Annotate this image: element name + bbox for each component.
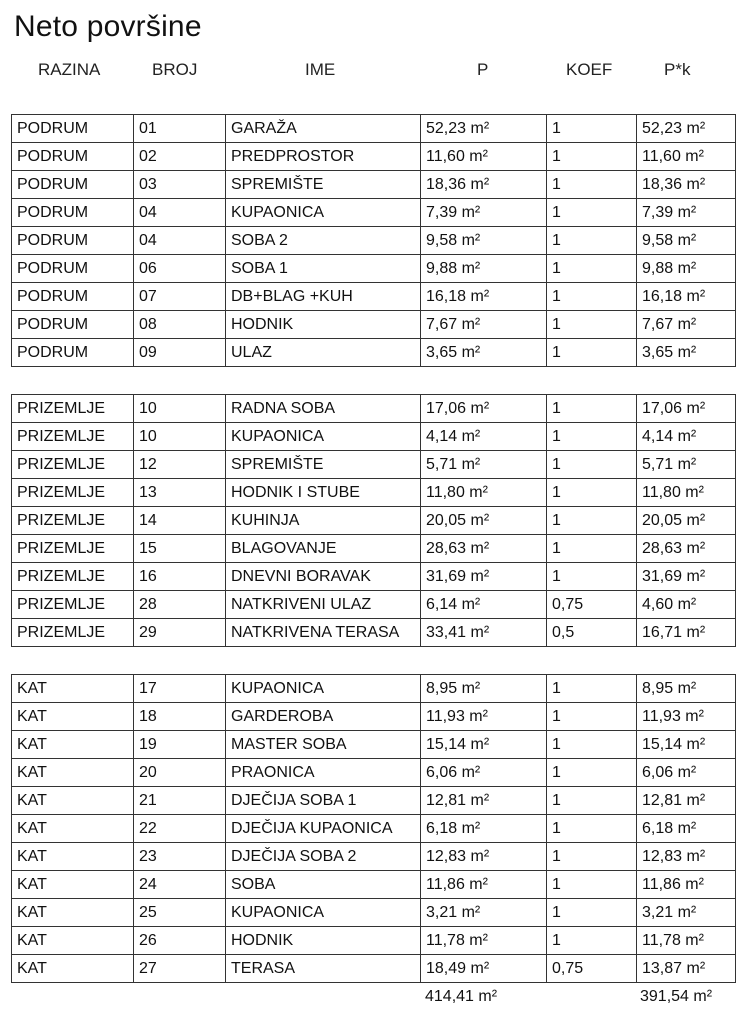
broj-cell: 20 (134, 759, 226, 787)
koef-cell: 1 (547, 563, 637, 591)
ime-cell: SPREMIŠTE (226, 171, 421, 199)
p-cell: 3,65 m² (421, 339, 547, 367)
razina-cell: PODRUM (12, 227, 134, 255)
p-cell: 16,18 m² (421, 283, 547, 311)
table-row (12, 199, 736, 227)
razina-cell: KAT (12, 871, 134, 899)
p-cell: 11,60 m² (421, 143, 547, 171)
broj-cell: 04 (134, 199, 226, 227)
ime-cell: HODNIK (226, 927, 421, 955)
pk-cell: 8,95 m² (637, 675, 736, 703)
broj-cell: 12 (134, 451, 226, 479)
ime-cell: SOBA (226, 871, 421, 899)
koef-cell: 0,5 (547, 619, 637, 647)
p-cell: 9,58 m² (421, 227, 547, 255)
p-cell: 3,21 m² (421, 899, 547, 927)
broj-cell: 23 (134, 843, 226, 871)
pk-cell: 16,18 m² (637, 283, 736, 311)
table-row (12, 871, 736, 899)
broj-cell: 02 (134, 143, 226, 171)
ime-cell: TERASA (226, 955, 421, 983)
pk-cell: 7,39 m² (637, 199, 736, 227)
koef-cell: 1 (547, 507, 637, 535)
razina-cell: PRIZEMLJE (12, 451, 134, 479)
ime-cell: GARAŽA (226, 115, 421, 143)
pk-cell: 28,63 m² (637, 535, 736, 563)
p-cell: 31,69 m² (421, 563, 547, 591)
razina-cell: PODRUM (12, 171, 134, 199)
p-cell: 6,14 m² (421, 591, 547, 619)
total-p: 414,41 m² (425, 988, 498, 1005)
ime-cell: SPREMIŠTE (226, 451, 421, 479)
broj-cell: 22 (134, 815, 226, 843)
table-row (12, 619, 736, 647)
p-cell: 12,83 m² (421, 843, 547, 871)
pk-cell: 5,71 m² (637, 451, 736, 479)
broj-cell: 25 (134, 899, 226, 927)
pk-cell: 9,58 m² (637, 227, 736, 255)
razina-cell: KAT (12, 899, 134, 927)
p-cell: 15,14 m² (421, 731, 547, 759)
p-cell: 11,78 m² (421, 927, 547, 955)
pk-cell: 17,06 m² (637, 395, 736, 423)
table-row (12, 591, 736, 619)
table-row (12, 535, 736, 563)
pk-cell: 6,06 m² (637, 759, 736, 787)
razina-cell: PRIZEMLJE (12, 563, 134, 591)
broj-cell: 29 (134, 619, 226, 647)
ime-cell: KUPAONICA (226, 899, 421, 927)
razina-cell: PODRUM (12, 311, 134, 339)
ime-cell: KUHINJA (226, 507, 421, 535)
koef-cell: 1 (547, 843, 637, 871)
table-row (12, 955, 736, 983)
header-pk: P*k (664, 60, 691, 79)
broj-cell: 10 (134, 395, 226, 423)
broj-cell: 27 (134, 955, 226, 983)
broj-cell: 19 (134, 731, 226, 759)
razina-cell: KAT (12, 675, 134, 703)
razina-cell: KAT (12, 927, 134, 955)
header-ime: IME (305, 60, 336, 79)
ime-cell: MASTER SOBA (226, 731, 421, 759)
header-koef: KOEF (566, 60, 613, 79)
p-cell: 11,86 m² (421, 871, 547, 899)
broj-cell: 14 (134, 507, 226, 535)
ime-cell: SOBA 1 (226, 255, 421, 283)
pk-cell: 52,23 m² (637, 115, 736, 143)
table-row (12, 675, 736, 703)
koef-cell: 1 (547, 227, 637, 255)
razina-cell: KAT (12, 955, 134, 983)
ime-cell: BLAGOVANJE (226, 535, 421, 563)
pk-cell: 20,05 m² (637, 507, 736, 535)
p-cell: 17,06 m² (421, 395, 547, 423)
razina-cell: KAT (12, 787, 134, 815)
table-row (12, 843, 736, 871)
broj-cell: 07 (134, 283, 226, 311)
razina-cell: PRIZEMLJE (12, 423, 134, 451)
table-row (12, 283, 736, 311)
razina-cell: KAT (12, 843, 134, 871)
razina-cell: PRIZEMLJE (12, 619, 134, 647)
ime-cell: HODNIK I STUBE (226, 479, 421, 507)
table-podrum (11, 114, 736, 367)
koef-cell: 0,75 (547, 955, 637, 983)
koef-cell: 1 (547, 395, 637, 423)
pk-cell: 11,80 m² (637, 479, 736, 507)
table-row (12, 899, 736, 927)
koef-cell: 1 (547, 143, 637, 171)
broj-cell: 10 (134, 423, 226, 451)
ime-cell: PRAONICA (226, 759, 421, 787)
table-row (12, 507, 736, 535)
table-row (12, 395, 736, 423)
header-broj: BROJ (152, 60, 198, 79)
p-cell: 5,71 m² (421, 451, 547, 479)
table-row (12, 423, 736, 451)
koef-cell: 1 (547, 199, 637, 227)
broj-cell: 01 (134, 115, 226, 143)
pk-cell: 9,88 m² (637, 255, 736, 283)
p-cell: 20,05 m² (421, 507, 547, 535)
table-row (12, 703, 736, 731)
page-title: Neto površine (14, 10, 202, 43)
razina-cell: PODRUM (12, 199, 134, 227)
table-row (12, 143, 736, 171)
koef-cell: 1 (547, 927, 637, 955)
razina-cell: PRIZEMLJE (12, 479, 134, 507)
ime-cell: NATKRIVENI ULAZ (226, 591, 421, 619)
koef-cell: 1 (547, 815, 637, 843)
ime-cell: KUPAONICA (226, 199, 421, 227)
koef-cell: 1 (547, 339, 637, 367)
p-cell: 11,93 m² (421, 703, 547, 731)
razina-cell: PODRUM (12, 339, 134, 367)
p-cell: 4,14 m² (421, 423, 547, 451)
koef-cell: 1 (547, 899, 637, 927)
pk-cell: 12,81 m² (637, 787, 736, 815)
pk-cell: 15,14 m² (637, 731, 736, 759)
razina-cell: PODRUM (12, 115, 134, 143)
broj-cell: 24 (134, 871, 226, 899)
broj-cell: 13 (134, 479, 226, 507)
pk-cell: 13,87 m² (637, 955, 736, 983)
razina-cell: PRIZEMLJE (12, 591, 134, 619)
koef-cell: 0,75 (547, 591, 637, 619)
koef-cell: 1 (547, 311, 637, 339)
pk-cell: 16,71 m² (637, 619, 736, 647)
table-row (12, 255, 736, 283)
pk-cell: 6,18 m² (637, 815, 736, 843)
table-row (12, 311, 736, 339)
ime-cell: DB+BLAG +KUH (226, 283, 421, 311)
ime-cell: KUPAONICA (226, 423, 421, 451)
pk-cell: 4,60 m² (637, 591, 736, 619)
p-cell: 52,23 m² (421, 115, 547, 143)
ime-cell: ULAZ (226, 339, 421, 367)
table-row (12, 731, 736, 759)
ime-cell: KUPAONICA (226, 675, 421, 703)
koef-cell: 1 (547, 787, 637, 815)
p-cell: 12,81 m² (421, 787, 547, 815)
table-row (12, 339, 736, 367)
koef-cell: 1 (547, 171, 637, 199)
pk-cell: 7,67 m² (637, 311, 736, 339)
ime-cell: HODNIK (226, 311, 421, 339)
broj-cell: 28 (134, 591, 226, 619)
p-cell: 28,63 m² (421, 535, 547, 563)
ime-cell: DJEČIJA SOBA 1 (226, 787, 421, 815)
table-row (12, 479, 736, 507)
table-row (12, 115, 736, 143)
pk-cell: 3,21 m² (637, 899, 736, 927)
table-row (12, 927, 736, 955)
p-cell: 6,06 m² (421, 759, 547, 787)
koef-cell: 1 (547, 731, 637, 759)
broj-cell: 15 (134, 535, 226, 563)
razina-cell: PRIZEMLJE (12, 507, 134, 535)
table-row (12, 227, 736, 255)
razina-cell: PRIZEMLJE (12, 395, 134, 423)
pk-cell: 3,65 m² (637, 339, 736, 367)
table-row (12, 171, 736, 199)
p-cell: 7,39 m² (421, 199, 547, 227)
table-row (12, 759, 736, 787)
koef-cell: 1 (547, 255, 637, 283)
koef-cell: 1 (547, 479, 637, 507)
header-p: P (477, 60, 489, 79)
ime-cell: DJEČIJA KUPAONICA (226, 815, 421, 843)
pk-cell: 12,83 m² (637, 843, 736, 871)
razina-cell: KAT (12, 815, 134, 843)
p-cell: 8,95 m² (421, 675, 547, 703)
pk-cell: 31,69 m² (637, 563, 736, 591)
broj-cell: 18 (134, 703, 226, 731)
broj-cell: 09 (134, 339, 226, 367)
p-cell: 9,88 m² (421, 255, 547, 283)
koef-cell: 1 (547, 115, 637, 143)
ime-cell: SOBA 2 (226, 227, 421, 255)
broj-cell: 08 (134, 311, 226, 339)
p-cell: 7,67 m² (421, 311, 547, 339)
table-kat (11, 674, 736, 983)
koef-cell: 1 (547, 871, 637, 899)
ime-cell: PREDPROSTOR (226, 143, 421, 171)
ime-cell: GARDEROBA (226, 703, 421, 731)
razina-cell: PODRUM (12, 143, 134, 171)
broj-cell: 17 (134, 675, 226, 703)
ime-cell: NATKRIVENA TERASA (226, 619, 421, 647)
total-pk: 391,54 m² (640, 988, 713, 1005)
broj-cell: 26 (134, 927, 226, 955)
razina-cell: PRIZEMLJE (12, 535, 134, 563)
broj-cell: 06 (134, 255, 226, 283)
koef-cell: 1 (547, 703, 637, 731)
pk-cell: 11,86 m² (637, 871, 736, 899)
p-cell: 18,49 m² (421, 955, 547, 983)
koef-cell: 1 (547, 283, 637, 311)
p-cell: 18,36 m² (421, 171, 547, 199)
pk-cell: 11,93 m² (637, 703, 736, 731)
pk-cell: 11,60 m² (637, 143, 736, 171)
razina-cell: KAT (12, 759, 134, 787)
broj-cell: 21 (134, 787, 226, 815)
razina-cell: PODRUM (12, 283, 134, 311)
razina-cell: KAT (12, 703, 134, 731)
header-razina: RAZINA (38, 60, 101, 79)
pk-cell: 4,14 m² (637, 423, 736, 451)
koef-cell: 1 (547, 535, 637, 563)
razina-cell: KAT (12, 731, 134, 759)
broj-cell: 03 (134, 171, 226, 199)
pk-cell: 11,78 m² (637, 927, 736, 955)
column-header-row (0, 60, 750, 84)
p-cell: 33,41 m² (421, 619, 547, 647)
broj-cell: 16 (134, 563, 226, 591)
table-row (12, 451, 736, 479)
table-row (12, 563, 736, 591)
table-prizemlje (11, 394, 736, 647)
ime-cell: DNEVNI BORAVAK (226, 563, 421, 591)
koef-cell: 1 (547, 675, 637, 703)
table-row (12, 815, 736, 843)
koef-cell: 1 (547, 759, 637, 787)
pk-cell: 18,36 m² (637, 171, 736, 199)
koef-cell: 1 (547, 423, 637, 451)
broj-cell: 04 (134, 227, 226, 255)
table-row (12, 787, 736, 815)
p-cell: 11,80 m² (421, 479, 547, 507)
koef-cell: 1 (547, 451, 637, 479)
ime-cell: RADNA SOBA (226, 395, 421, 423)
p-cell: 6,18 m² (421, 815, 547, 843)
razina-cell: PODRUM (12, 255, 134, 283)
ime-cell: DJEČIJA SOBA 2 (226, 843, 421, 871)
